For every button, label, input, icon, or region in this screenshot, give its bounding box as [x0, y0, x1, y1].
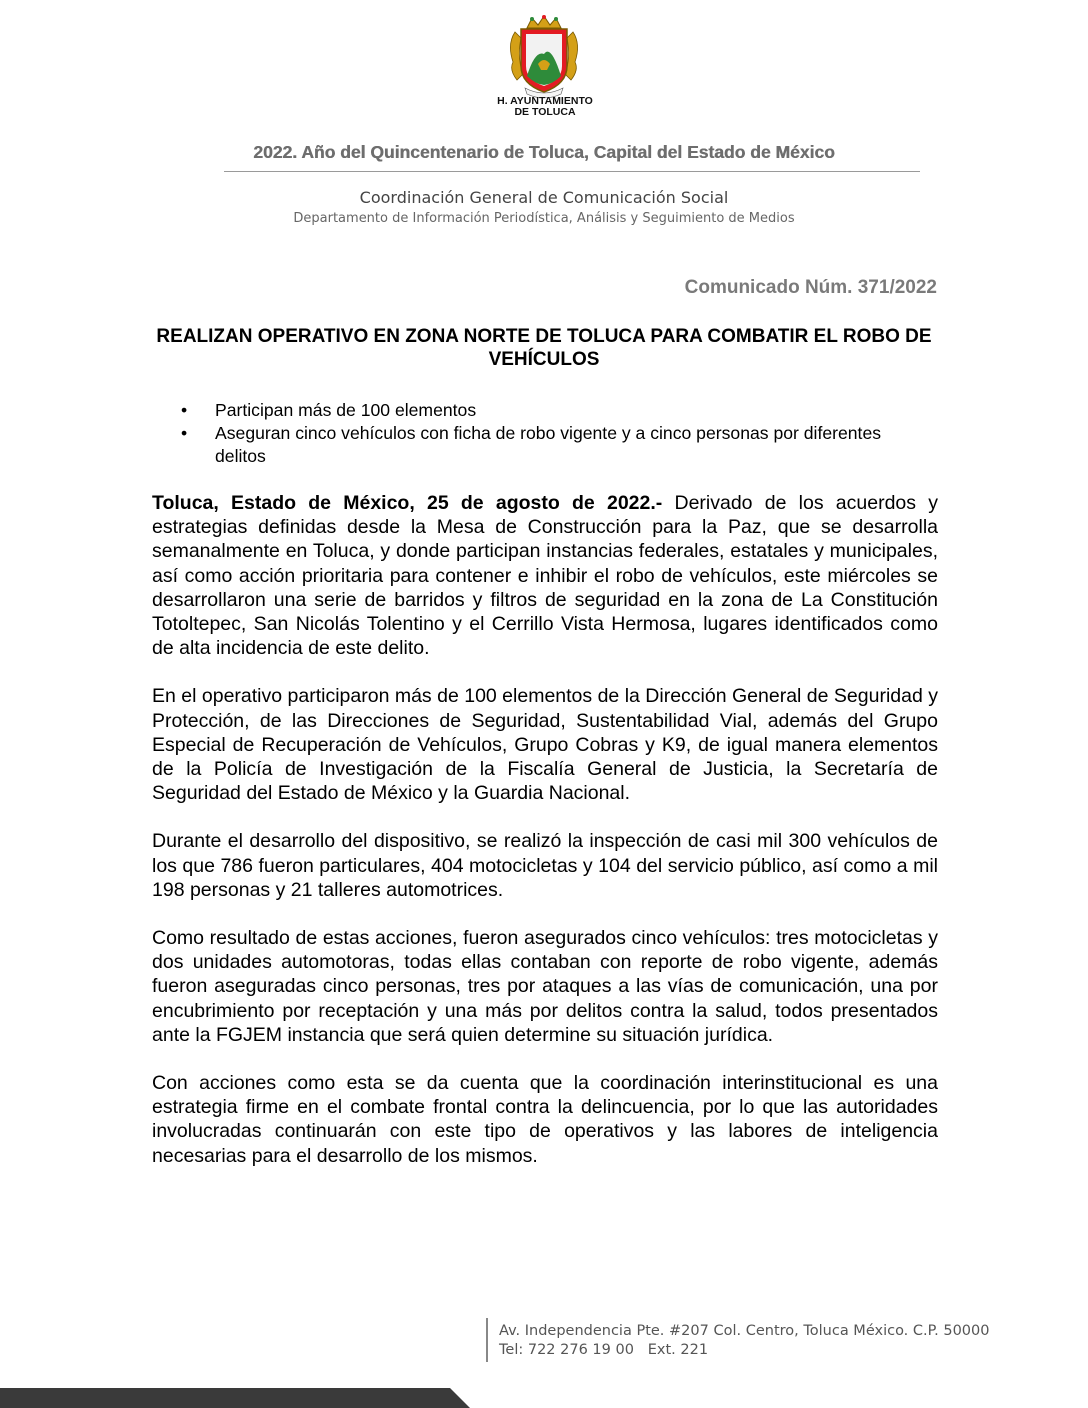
header-divider [224, 171, 920, 172]
paragraph-5: Con acciones como esta se da cuenta que la coordinación interinstitucional es una estrategia firme en el combate frontal contra la delincuencia, por lo que las autoridades involucradas continuarán con este tipo de operativos y las labores de inteligencia necesarias para el desarrollo de los mismos. [152, 1072, 938, 1167]
highlight-text: Participan más de 100 elementos [215, 400, 477, 420]
article-body [152, 491, 938, 1192]
logo-name: H. AYUNTAMIENTO [497, 95, 593, 107]
footer-contact [499, 1322, 989, 1360]
bullet-icon: • [181, 423, 188, 443]
logo-caption [470, 96, 620, 118]
press-release-headline: REALIZAN OPERATIVO EN ZONA NORTE DE TOLUCA PARA COMBATIR EL ROBO DE VEHÍCULOS [156, 326, 932, 370]
footer-decorative-stripe [0, 1388, 470, 1408]
logo-subname: DE TOLUCA [514, 106, 576, 118]
paragraph-4: Como resultado de estas acciones, fueron asegurados cinco vehículos: tres motocicletas y dos unidades automotoras, todas ellas contaban con reporte de robo vigente, además fueron aseguradas cinco personas, tres por ataques a las vías de comunicación, una por encubrimiento por receptación y una más por delitos contra la salud, todos presentados ante la FGJEM instancia que será quien determine su situación jurídica. [152, 927, 938, 1046]
paragraph-3: Durante el desarrollo del dispositivo, se realizó la inspección de casi mil 300 vehículos de los que 786 fueron particulares, 404 motocicletas y 104 del servicio público, así como a mil 198 personas y 21 talleres automotrices. [152, 830, 938, 901]
dateline: Toluca, Estado de México, 25 de agosto de 2022.- [152, 492, 663, 514]
paragraph-1 [152, 491, 938, 660]
list-item [181, 422, 901, 468]
paragraph-2: En el operativo participaron más de 100 elementos de la Dirección General de Seguridad y Protección, de las Direcciones de Seguridad, Sustentabilidad Vial, además del Grupo Especial de Recuperación de Vehículos, Grupo Cobras y K9, de igual manera elementos de la Policía de Investigación de la Fiscalía General de Justicia, la Secretaría de Seguridad del Estado de México y la Guardia Nacional. [152, 685, 938, 805]
highlight-text: Aseguran cinco vehículos con ficha de robo vigente y a cinco personas por diferentes delitos [215, 423, 882, 466]
release-number: Comunicado Núm. 371/2022 [684, 277, 937, 298]
footer-phone: Tel: 722 276 19 00 Ext. 221 [499, 1342, 709, 1358]
year-slogan: 2022. Año del Quincentenario de Toluca, Capital del Estado de México [253, 142, 835, 162]
highlights-list [181, 399, 901, 468]
list-item [181, 399, 901, 422]
coordination-title: Coordinación General de Comunicación Social [359, 188, 729, 207]
department-subtitle: Departamento de Información Periodística, Análisis y Seguimiento de Medios [293, 211, 795, 226]
footer-address: Av. Independencia Pte. #207 Col. Centro, Toluca México. C.P. 50000 [499, 1323, 990, 1339]
footer-divider [486, 1318, 488, 1362]
paragraph-1-text: Derivado de los acuerdos y estrategias definidas desde la Mesa de Construcción para la Paz, que se desarrolla semanalmente en Toluca, y donde participan instancias federales, estatales y municipales, así como acción prioritaria para contener e inhibir el robo de vehículos, este miércoles se desarrollaron una serie de barridos y filtros de seguridad en la zona de La Constitución Totoltepec, San Nicolás Tolentino y el Cerrillo Vista Hermosa, lugares identificados como de alta incidencia de este delito. [152, 492, 938, 660]
bullet-icon: • [181, 400, 188, 420]
